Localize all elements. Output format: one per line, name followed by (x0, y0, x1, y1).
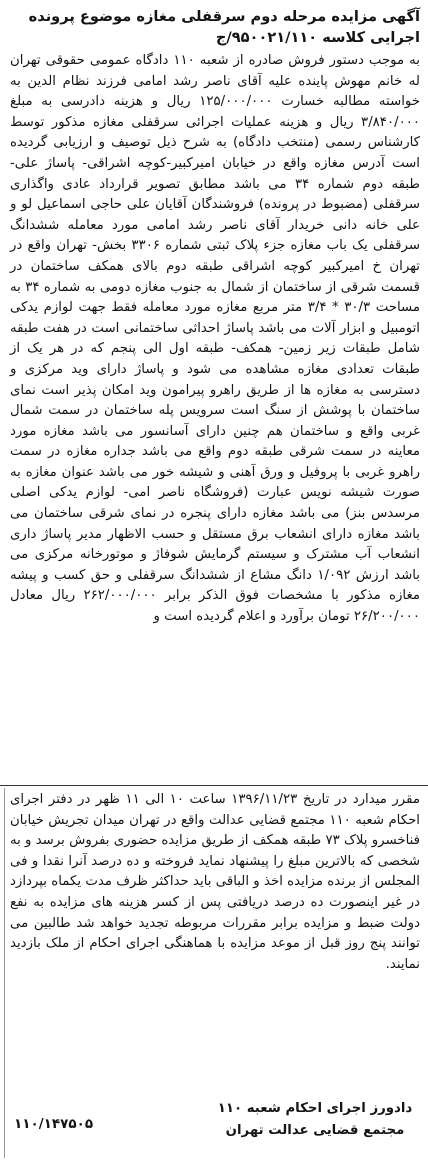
signature-title (210, 1098, 420, 1142)
signature-line-1: دادورز اجرای احکام شعبه ۱۱۰ (217, 1101, 413, 1116)
notice-title: آگهی مزایده مرحله دوم سرقفلی مغازه موضوع پرونده اجرایی کلاسه ۹۵۰۰۲۱/۱۱۰/ج (28, 8, 420, 46)
notice-body-paragraph-1: به موجب دستور فروش صادره از شعبه ۱۱۰ دادگاه عمومی حقوقی تهران له خانم مهوش پاینده علیه آقای ناصر رشد امامی فرزند نظام الدین به خواسته مطالبه خسارت ۱۲۵/۰۰۰/۰۰۰ ریال و هزینه دادرسی به مبلغ ۳/۸۴۰/۰۰۰ ریال و هزینه عملیات اجرائی سرقفلی مغازه مذکور توسط کارشناس رسمی (منتخب دادگاه) به شرح ذیل توصیف و ارزیابی گردیده است آدرس مغازه واقع در خیابان امیرکبیر-کوچه اشراقی- پاساژ علی- طبقه دوم شماره ۳۴ می باشد مطابق تصویر قرارداد عادی واگذاری سرقفلی (مضبوط در پرونده) فروشندگان آقایان علی حاجی اسماعیل لو و علی خانه دانی خریدار آقای ناصر رشد امامی مورد معامله ششدانگ سرقفلی یک باب مغازه جزء پلاک ثبتی شماره ۳۳۰۶ بخش- تهران واقع در تهران خ امیرکبیر کوچه اشراقی طبقه دوم بالای همکف ساختمان در قسمت شرقی از ساختمان از شمال به جنوب مغازه دومی به شماره ۳۴ به مساحت ۳۰/۳ * ۳/۴ متر مربع مغازه مورد معامله فقط جهت لوازم یدکی اتومبیل و ابزار آلات می باشد پاساژ احداثی ساختمانی است در هفت طبقه شامل طبقات زیر زمین- همکف- طبقه اول الی پنجم که در هر یک از طبقات تعدادی مغازه مشاهده می شود و پاساژ دارای وید مرکزی و دسترسی به مغازه ها از طریق راهرو پیرامون وید امکان پذیر است نمای ساختمان با پوشش از سنگ است سرویس پله ساختمان در سمت شمال غربی واقع و ساختمان هم چنین دارای آسانسور می باشد مغازه مورد معاینه در سمت شرقی طبقه دوم واقع می باشد جداره مغازه در سمت راهرو غربی با پروفیل و ورق آهنی و شیشه خور می باشد عنوان مغازه به صورت شیشه نویس عبارت (فروشگاه ناصر امی- لوازم یدکی اصلی مرسدس بنز) می باشد مغازه دارای پنجره در نمای شرقی ساختمان می باشد مغازه دارای انشعاب برق مستقل و حسب الاظهار مدیر پاساژ داری انشعاب آب مشترک و سیستم گرمایش شوفاژ و موتورخانه مرکزی می باشد ارزش ۱/۰۹۲ دانگ مشاع از ششدانگ سرقفلی و حق کسب و پیشه مغازه مذکور با مشخصات فوق الذکر برابر ۲۶۲/۰۰۰/۰۰۰ ریال معادل ۲۶/۲۰۰/۰۰۰ تومان برآورد و اعلام گردیده است و (10, 53, 421, 625)
section-divider (0, 785, 428, 786)
signature-block (10, 1098, 420, 1158)
notice-body-paragraph-2: مقرر میدارد در تاریخ ۱۳۹۶/۱۱/۲۳ ساعت ۱۰ الی ۱۱ ظهر در دفتر اجرای احکام شعبه ۱۱۰ مجتمع قضایی عدالت واقع در تهران میدان تجریش خیابان فناخسرو پلاک ۷۳ طبقه همکف از طریق مزایده حضوری بفروش برسد و به شخصی که بالاترین مبلغ را پیشنهاد نماید فروخته و ده درصد آنرا نقدا و فی المجلس از برنده مزایده اخذ و الباقی باید حداکثر ظرف مدت یکماه بپردازد در غیر اینصورت ده درصد دریافتی پس از کسر هزینه های مزایده به نفع دولت ضبط و مزایده برابر مقررات مربوطه تجدید خواهد شد طالبین می توانند پنج روز قبل از موعد مزایده با هماهنگی اجرای احکام از ملک بازدید نمایند. (10, 792, 420, 972)
notice-number: ۱۱۰/۱۴۷۵۰۵ (14, 1116, 94, 1132)
column-rule (4, 788, 5, 1158)
signature-line-2: مجتمع قضایی عدالت تهران (225, 1123, 405, 1138)
